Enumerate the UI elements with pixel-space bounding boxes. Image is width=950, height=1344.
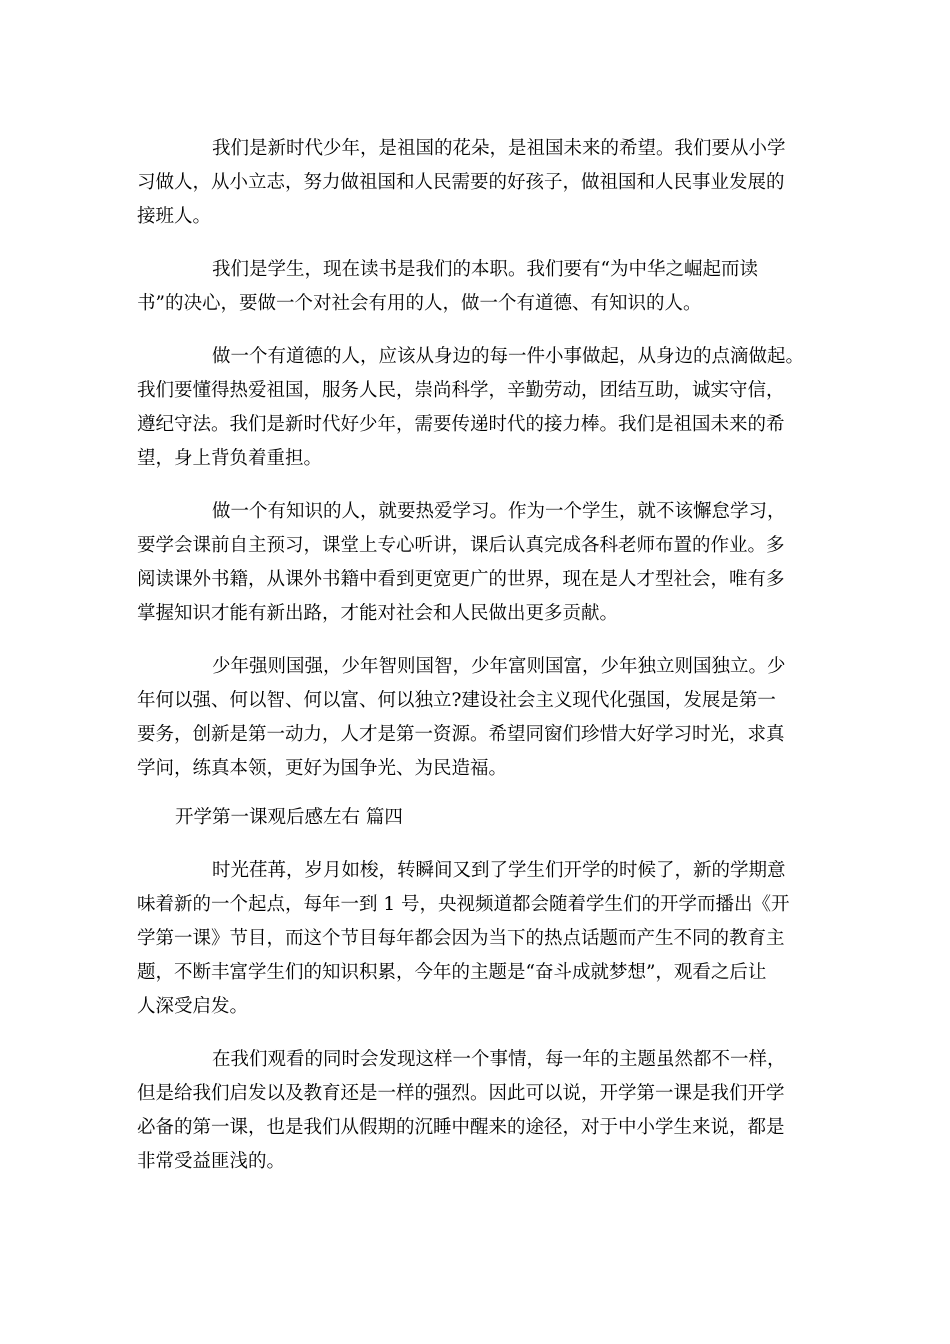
- text-line: 阅读课外书籍，从课外书籍中看到更宽更广的世界，现在是人才型社会，唯有多: [137, 569, 785, 590]
- text-line: 遵纪守法。我们是新时代好少年，需要传递时代的接力棒。我们是祖国未来的希: [137, 414, 785, 435]
- text-line: 做一个有知识的人，就要热爱学习。作为一个学生，就不该懈怠学习，: [212, 501, 786, 522]
- text-line: 年何以强、何以智、何以富、何以独立?建设社会主义现代化强国，发展是第一: [137, 690, 776, 711]
- text-line: 必备的第一课，也是我们从假期的沉睡中醒来的途径，对于中小学生来说，都是: [137, 1117, 785, 1138]
- text-line: 但是给我们启发以及教育还是一样的强烈。因此可以说，开学第一课是我们开学: [137, 1083, 785, 1104]
- text-line: 要学会课前自主预习，课堂上专心听讲，课后认真完成各科老师布置的作业。多: [137, 535, 785, 556]
- text-line: 少年强则国强，少年智则国智，少年富则国富，少年独立则国独立。少: [212, 656, 786, 677]
- text-line: 做一个有道德的人，应该从身边的每一件小事做起，从身边的点滴做起。: [212, 346, 805, 367]
- text-line: 要务，创新是第一动力，人才是第一资源。希望同窗们珍惜大好学习时光，求真: [137, 724, 785, 745]
- text-line: 掌握知识才能有新出路，才能对社会和人民做出更多贡献。: [137, 603, 619, 624]
- text-line: 书”的决心，要做一个对社会有用的人，做一个有道德、有知识的人。: [137, 293, 702, 314]
- text-line: 接班人。: [137, 206, 212, 227]
- text-line: 题，不断丰富学生们的知识积累，今年的主题是“奋斗成就梦想”，观看之后让: [137, 962, 767, 983]
- text-line: 我们是新时代少年，是祖国的花朵，是祖国未来的希望。我们要从小学: [212, 138, 786, 159]
- text-line: 望，身上背负着重担。: [137, 448, 323, 469]
- text-line: 在我们观看的同时会发现这样一个事情，每一年的主题虽然都不一样，: [212, 1049, 786, 1070]
- text-line: 非常受益匪浅的。: [137, 1151, 286, 1172]
- text-line: 时光荏苒，岁月如梭，转瞬间又到了学生们开学的时候了，新的学期意: [212, 860, 786, 881]
- text-line: 习做人，从小立志，努力做祖国和人民需要的好孩子，做祖国和人民事业发展的: [137, 172, 785, 193]
- text-line: 我们要懂得热爱祖国，服务人民，崇尚科学，辛勤劳动，团结互助，诚实守信，: [137, 380, 785, 401]
- text-line: 学问，练真本领，更好为国争光、为民造福。: [137, 758, 508, 779]
- text-line: 学第一课》节目，而这个节目每年都会因为当下的热点话题而产生不同的教育主: [137, 928, 785, 949]
- text-line: 我们是学生，现在读书是我们的本职。我们要有“为中华之崛起而读: [212, 259, 758, 280]
- text-line: 味着新的一个起点，每年一到 1 号，央视频道都会随着学生们的开学而播出《开: [137, 894, 790, 915]
- section-heading: 开学第一课观后感左右 篇四: [175, 807, 403, 828]
- text-line: 人深受启发。: [137, 996, 249, 1017]
